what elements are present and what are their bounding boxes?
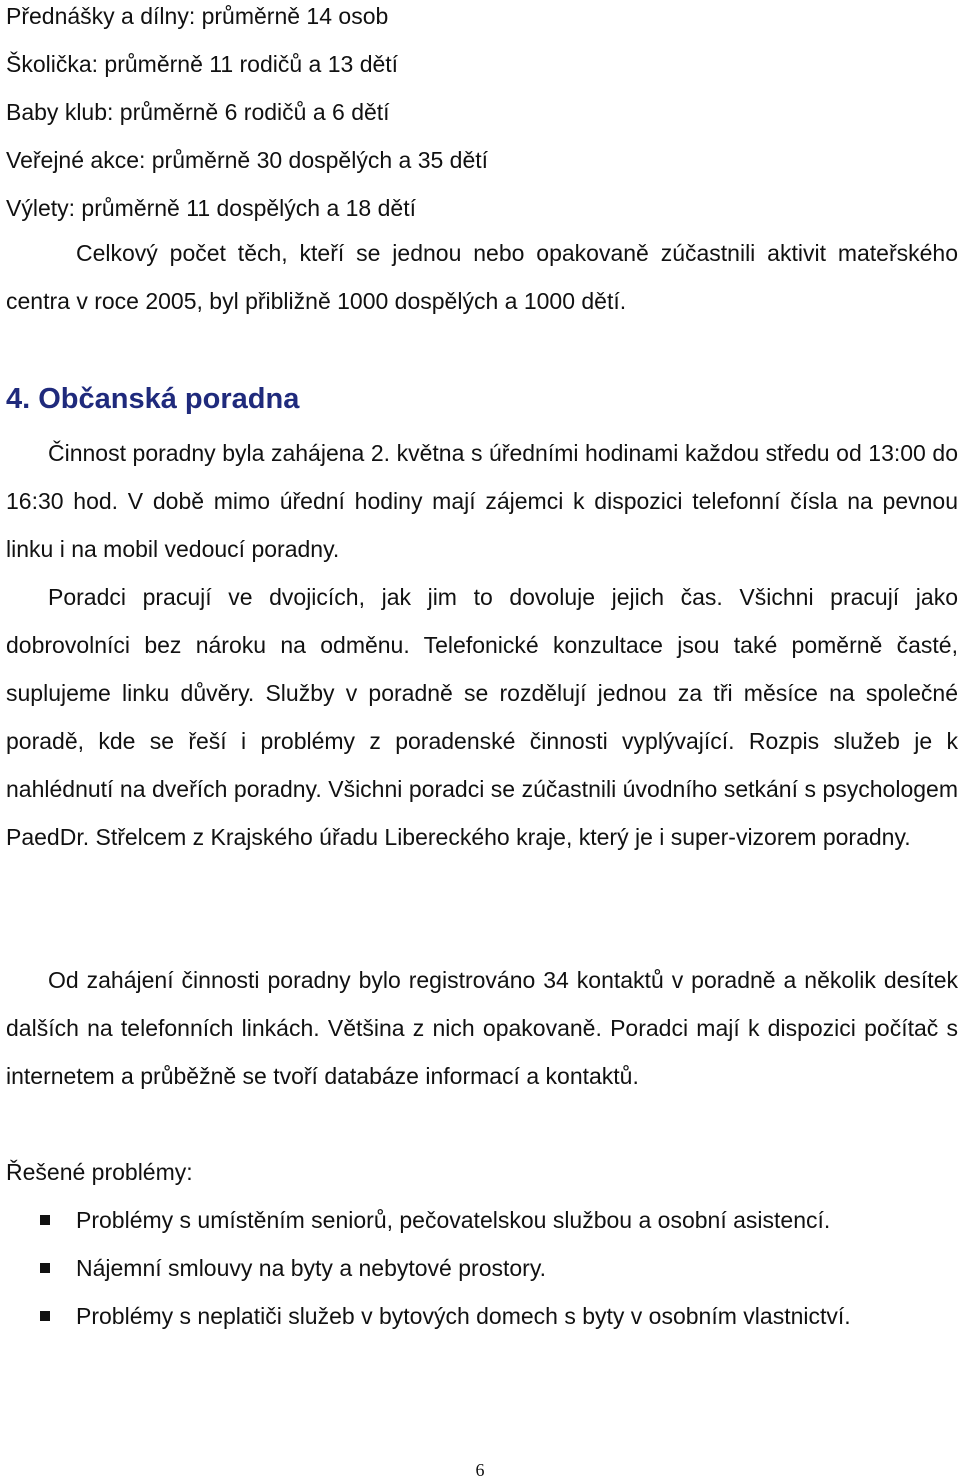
list-item-text: Nájemní smlouvy na byty a nebytové prostory.	[76, 1255, 547, 1281]
square-bullet-icon	[40, 1311, 50, 1321]
square-bullet-icon	[40, 1263, 50, 1273]
stat-line-school: Školička: průměrně 11 rodičů a 13 dětí	[6, 51, 399, 77]
list-item	[6, 1244, 958, 1292]
list-item-text: Problémy s neplatiči služeb v bytových domech s byty v osobním vlastnictví.	[76, 1303, 851, 1329]
list-item	[6, 1292, 958, 1340]
square-bullet-icon	[40, 1215, 50, 1225]
list-item-text: Problémy s umístěním seniorů, pečovatelskou službou a osobní asistencí.	[76, 1207, 831, 1233]
section-paragraph-2: Poradci pracují ve dvojicích, jak jim to dovoluje jejich čas. Všichni pracují jako dobrovolníci bez nároku na odměnu. Telefonické konzultace jsou také poměrně časté, suplujeme linku důvěry. Služby v poradně se rozdělují jednou za tři měsíce na společné poradě, kde se řeší i problémy z poradenské činnosti vyplývající. Rozpis služeb je k nahlédnutí na dveřích poradny. Všichni poradci se zúčastnili úvodního setkání s psychologem PaedDr. Střelcem z Krajského úřadu Libereckého kraje, který je i super-vizorem poradny.	[6, 584, 958, 850]
total-paragraph: Celkový počet těch, kteří se jednou nebo opakovaně zúčastnili aktivit mateřského centra v roce 2005, byl přibližně 1000 dospělých a 1000 dětí.	[6, 240, 958, 314]
problems-list	[6, 1196, 958, 1340]
stat-line-baby-club: Baby klub: průměrně 6 rodičů a 6 dětí	[6, 99, 390, 125]
page-number: 6	[475, 1460, 485, 1480]
section-heading: 4. Občanská poradna	[6, 383, 300, 415]
stat-line-trips: Výlety: průměrně 11 dospělých a 18 dětí	[6, 195, 416, 221]
stat-line-public-events: Veřejné akce: průměrně 30 dospělých a 35 dětí	[6, 147, 489, 173]
section-paragraph-1: Činnost poradny byla zahájena 2. května s úředními hodinami každou středu od 13:00 do 16:30 hod. V době mimo úřední hodiny mají zájemci k dispozici telefonní čísla na pevnou linku i na mobil vedoucí poradny.	[6, 440, 958, 562]
section-paragraph-3: Od zahájení činnosti poradny bylo registrováno 34 kontaktů v poradně a několik desítek dalších na telefonních linkách. Většina z nich opakovaně. Poradci mají k dispozici počítač s internetem a průběžně se tvoří databáze informací a kontaktů.	[6, 967, 958, 1089]
stat-line-lectures: Přednášky a dílny: průměrně 14 osob	[6, 3, 389, 29]
list-item	[6, 1196, 958, 1244]
problems-label: Řešené problémy:	[6, 1159, 193, 1185]
